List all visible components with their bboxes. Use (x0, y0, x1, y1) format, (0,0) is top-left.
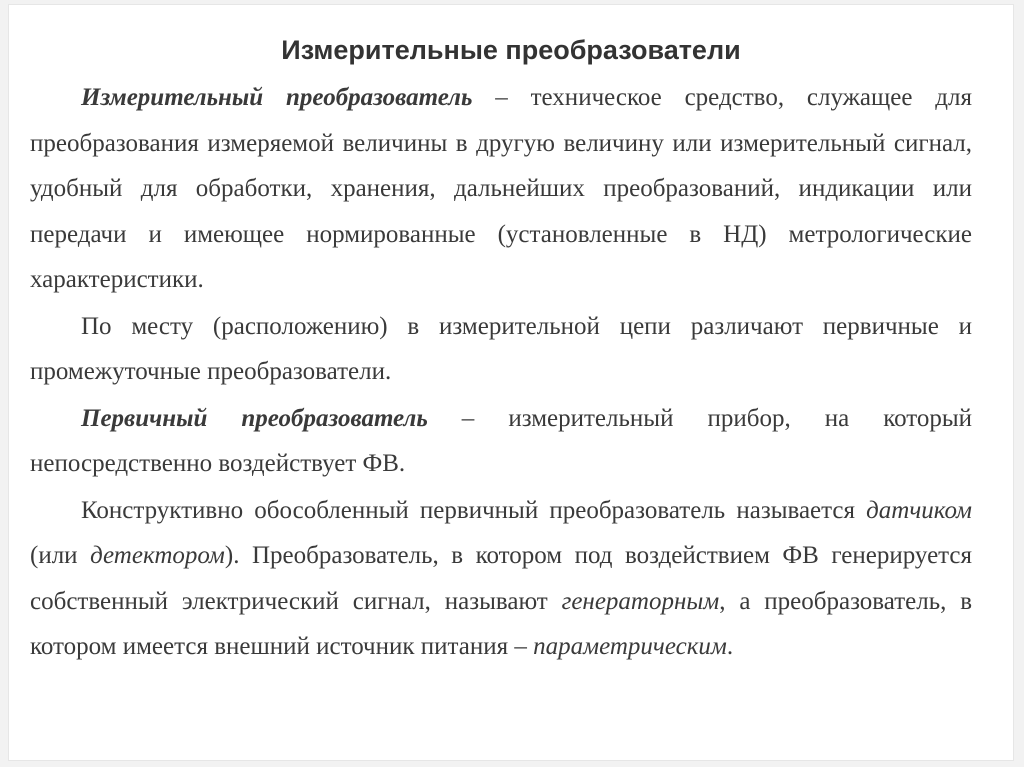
paragraph-classification: По месту (расположению) в измерительной цепи различают первичные и промежуточные преобразователи. (30, 312, 972, 385)
sensor-text-3: ). Преобразователь, в котором под воздействием ФВ генерируется собственный электрический сигнал, называют (30, 542, 973, 615)
sensor-text-4: , а преобразователь, в котором имеется внешний источник питания – (30, 587, 972, 660)
page-title: Измерительные преобразователи (281, 35, 741, 65)
term-sensor: датчиком (866, 496, 972, 524)
slide (8, 4, 1014, 761)
sensor-text-1: Конструктивно обособленный первичный преобразователь называется (81, 496, 867, 524)
paragraph-primary (30, 396, 972, 487)
slide-body (30, 75, 972, 671)
term-primary-transducer: Первичный преобразователь (81, 404, 428, 432)
term-detector: детектором (90, 542, 225, 569)
term-generator: генераторным (561, 587, 720, 615)
paragraph-definition (30, 75, 972, 303)
definition-text: – техническое средство, служащее для преобразования измеряемой величины в другую величину или измерительный сигнал, удобный для обработки, хранения, дальнейших преобразований, индикации или передачи и имеющее нормированные (установленные в НД) метрологические характеристики. (30, 84, 972, 293)
paragraph-sensor (30, 488, 972, 670)
sensor-text-2: (или (30, 542, 91, 569)
term-parametric: параметрическим (533, 633, 727, 660)
sensor-text-5: . (726, 633, 734, 660)
term-measuring-transducer: Измерительный преобразователь (81, 84, 473, 111)
primary-definition-text: – измерительный прибор, на который непосредственно воздействует ФВ. (30, 404, 973, 477)
